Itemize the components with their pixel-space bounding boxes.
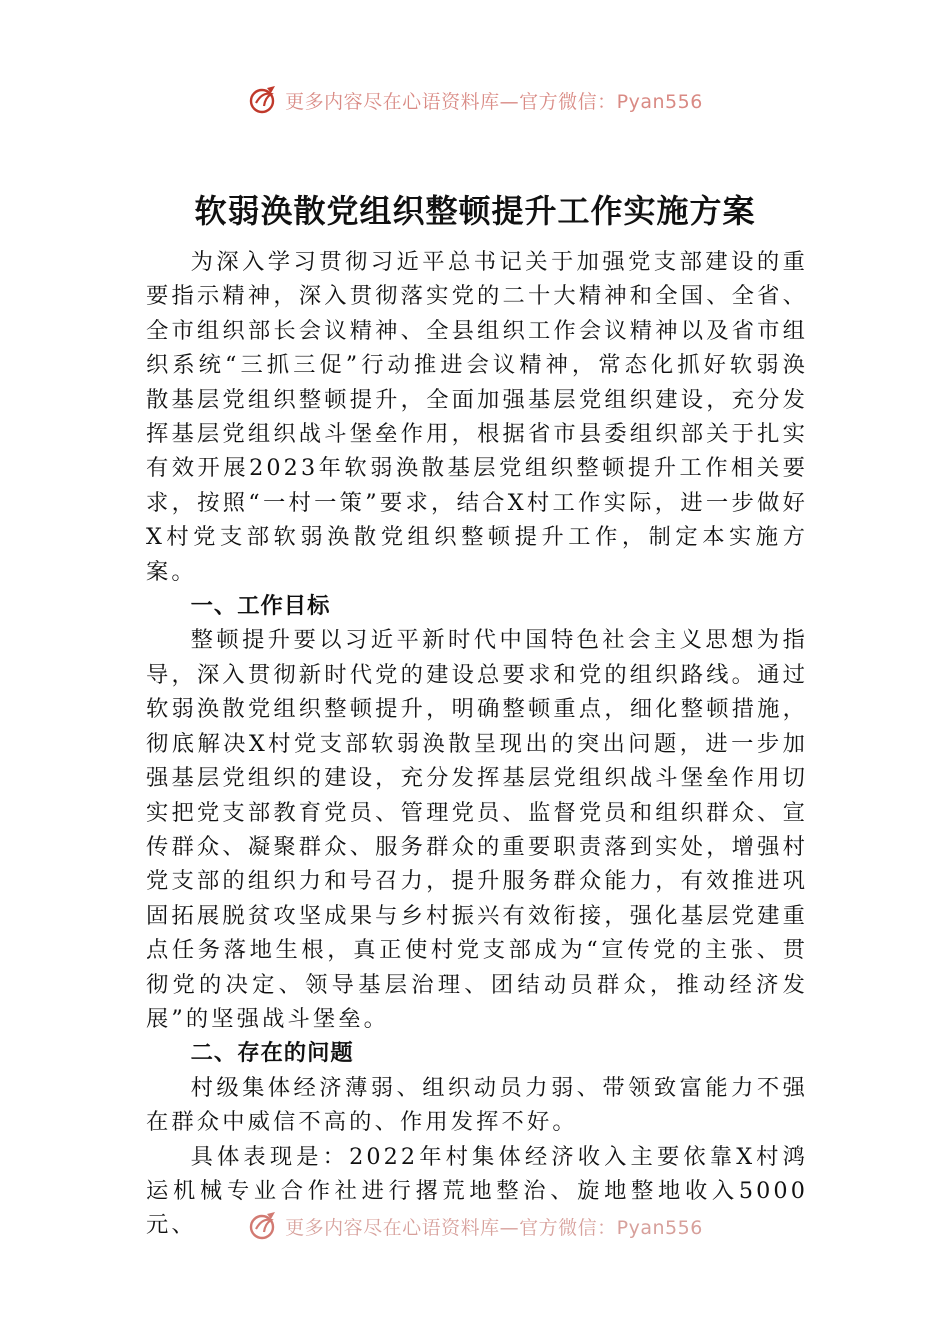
watermark-footer bbox=[0, 1210, 950, 1242]
section-heading-goals: 一、工作目标 bbox=[190, 593, 331, 620]
section-heading-problems: 二、存在的问题 bbox=[190, 1040, 354, 1067]
watermark-header bbox=[0, 84, 950, 116]
watermark-text: 更多内容尽在心语资料库—官方微信：Pyan556 bbox=[285, 1216, 703, 1239]
problems-paragraph: 村级集体经济薄弱、组织动员力弱、带领致富能力不强在群众中威信不高的、作用发挥不好。 bbox=[146, 1074, 808, 1136]
document-body bbox=[146, 245, 808, 1243]
document-title: 软弱涣散党组织整顿提升工作实施方案 bbox=[194, 192, 756, 230]
watermark-text: 更多内容尽在心语资料库—官方微信：Pyan556 bbox=[285, 90, 703, 113]
problems-detail-paragraph: 具体表现是：2022年村集体经济收入主要依靠X村鸿运机械专业合作社进行撂荒地整治、旋地整地收入5000元、 bbox=[146, 1143, 808, 1239]
intro-paragraph: 为深入学习贯彻习近平总书记关于加强党支部建设的重要指示精神，深入贯彻落实党的二十大精神和全国、全省、全市组织部长会议精神、全县组织工作会议精神以及省市组织系统“三抓三促”行动推进会议精神，常态化抓好软弱涣散基层党组织整顿提升，全面加强基层党组织建设，充分发挥基层党组织战斗堡垒作用，根据省市县委组织部关于扎实有效开展2023年软弱涣散基层党组织整顿提升工作相关要求，按照“一村一策”要求，结合X村工作实际，进一步做好X村党支部软弱涣散党组织整顿提升工作，制定本实施方案。 bbox=[146, 249, 808, 585]
goals-paragraph: 整顿提升要以习近平新时代中国特色社会主义思想为指导，深入贯彻新时代党的建设总要求和党的组织路线。通过软弱涣散党组织整顿提升，明确整顿重点，细化整顿措施，彻底解决X村党支部软弱涣散呈现出的突出问题，进一步加强基层党组织的建设，充分发挥基层党组织战斗堡垒作用切实把党支部教育党员、管理党员、监督党员和组织群众、宣传群众、凝聚群众、服务群众的重要职责落到实处，增强村党支部的组织力和号召力，提升服务群众能力，有效推进巩固拓展脱贫攻坚成果与乡村振兴有效衔接，强化基层党建重点任务落地生根，真正使村党支部成为“宣传党的主张、贯彻党的决定、领导基层治理、团结动员群众，推动经济发展”的坚强战斗堡垒。 bbox=[146, 627, 808, 1032]
seal-logo-icon bbox=[247, 84, 279, 116]
seal-logo-icon bbox=[247, 1210, 279, 1242]
